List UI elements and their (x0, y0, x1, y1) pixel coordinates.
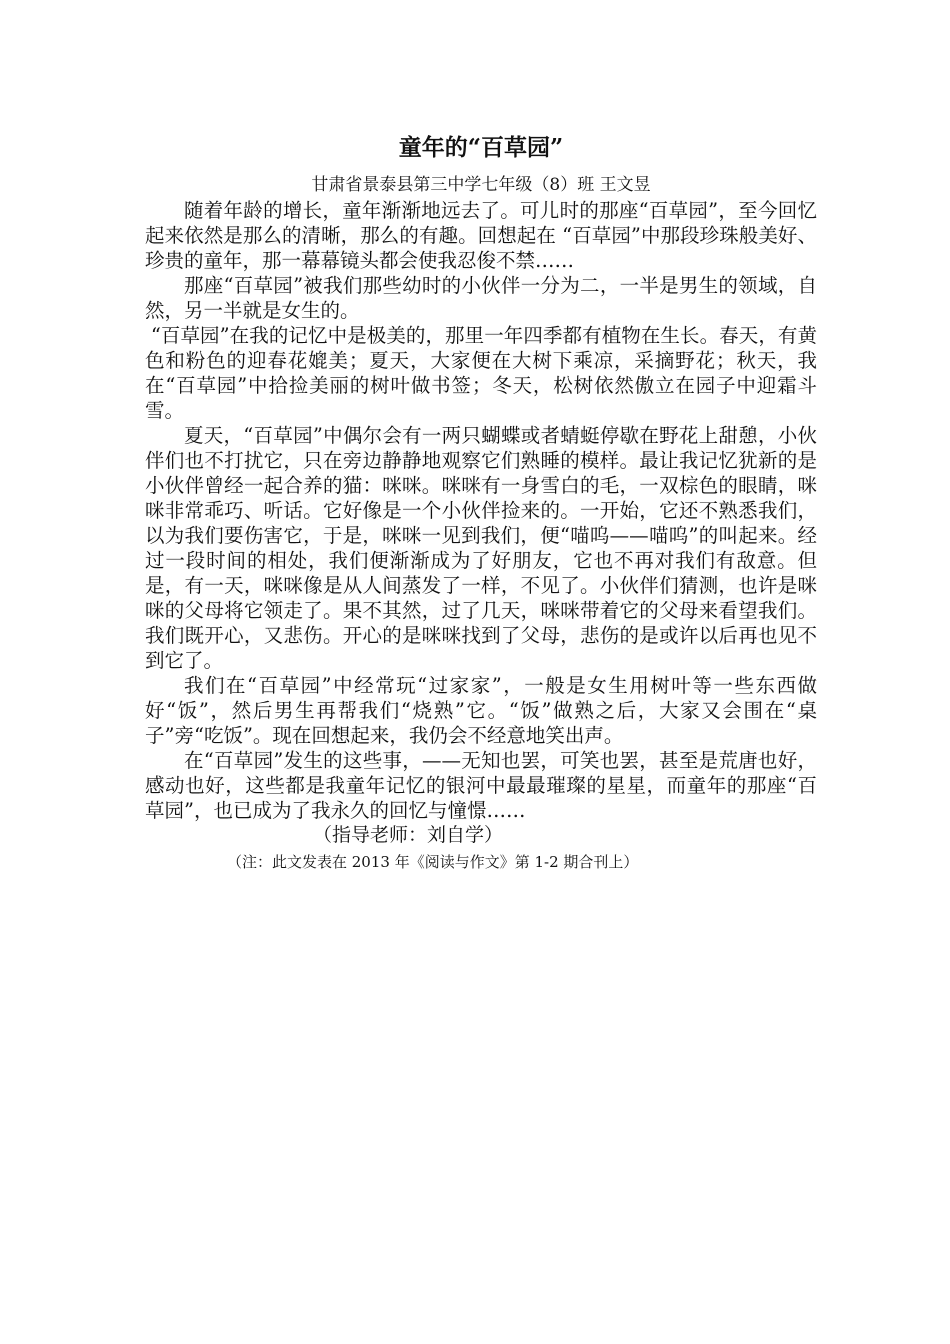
publication-note: （注：此文发表在 2013 年《阅读与作文》第 1-2 期合刊上） (227, 853, 639, 871)
paragraph-3: “百草园”在我的记忆中是极美的，那里一年四季都有植物在生长。春天，有黄色和粉色的迎春花媲美；夏天，大家便在大树下乘凉，采摘野花；秋天，我在“百草园”中拾捡美丽的树叶做书签；冬天，松树依然傲立在园子中迎霜斗雪。 (145, 324, 817, 422)
paragraph-4: 夏天，“百草园”中偶尔会有一两只蝴蝶或者蜻蜓停歇在野花上甜憩，小伙伴们也不打扰它，只在旁边静静地观察它们熟睡的模样。最让我记忆犹新的是小伙伴曾经一起合养的猫：咪咪。咪咪有一身雪白的毛，一双棕色的眼睛，咪咪非常乖巧、听话。它好像是一个小伙伴捡来的。一开始，它还不熟悉我们，以为我们要伤害它，于是，咪咪一见到我们，便“喵呜——喵呜”的叫起来。经过一段时间的相处，我们便渐渐成为了好朋友，它也不再对我们有敌意。但是，有一天，咪咪像是从人间蒸发了一样，不见了。小伙伴们猜测，也许是咪咪的父母将它领走了。果不其然，过了几天，咪咪带着它的父母来看望我们。我们既开心，又悲伤。开心的是咪咪找到了父母，悲伤的是或许以后再也见不到它了。 (145, 424, 817, 672)
advisor-credit: （指导老师：刘自学） (313, 824, 504, 846)
paragraph-6: 在“百草园”发生的这些事，——无知也罢，可笑也罢，甚至是荒唐也好，感动也好，这些都是我童年记忆的银河中最最璀璨的星星，而童年的那座“百草园”，也已成为了我永久的回忆与憧憬…… (145, 749, 817, 822)
document-page (145, 130, 817, 874)
article-title: 童年的“百草园” (398, 134, 564, 161)
paragraph-2: 那座“百草园”被我们那些幼时的小伙伴一分为二，一半是男生的领域，自然，另一半就是女生的。 (145, 274, 817, 322)
author-byline: 甘肃省景泰县第三中学七年级（8）班 王文昱 (311, 175, 651, 195)
paragraph-1: 随着年龄的增长，童年渐渐地远去了。可儿时的那座“百草园”，至今回忆起来依然是那么的清晰，那么的有趣。回想起在 “百草园”中那段珍珠般美好、珍贵的童年，那一幕幕镜头都会使我忍俊不禁…… (145, 199, 817, 272)
paragraph-5: 我们在“百草园”中经常玩“过家家”，一般是女生用树叶等一些东西做好“饭”，然后男生再帮我们“烧熟”它。“饭”做熟之后，大家又会围在“桌子”旁“吃饭”。现在回想起来，我仍会不经意地笑出声。 (145, 674, 817, 747)
